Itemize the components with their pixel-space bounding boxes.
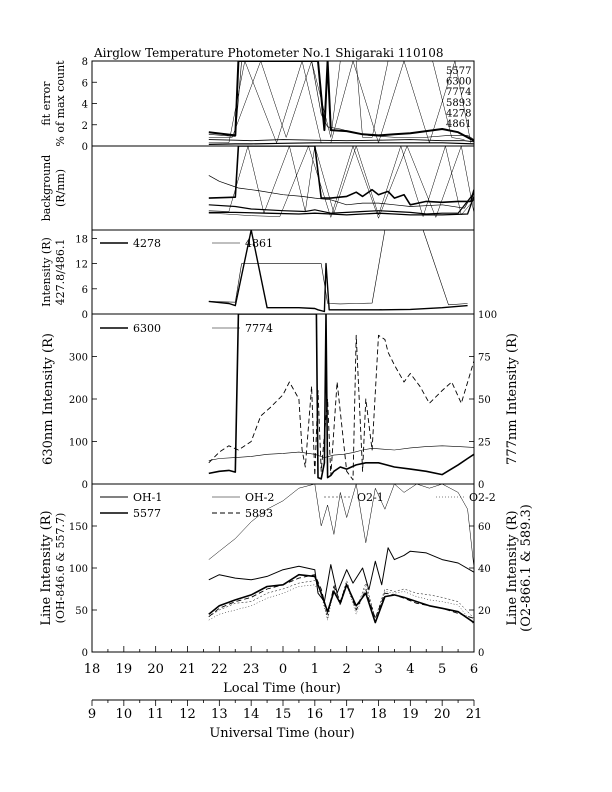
y-tick-label: 8 xyxy=(81,57,88,68)
chart-title: Airglow Temperature Photometer No.1 Shigaraki 110108 xyxy=(94,46,444,60)
y-tick-label: 12 xyxy=(75,259,88,271)
y-axis-label: (OH-846.6 & 557.7) xyxy=(54,512,67,624)
universal-time-tick-label: 14 xyxy=(242,707,260,722)
legend-label: 6300 xyxy=(133,322,161,335)
local-time-tick-label: 5 xyxy=(438,662,447,677)
series-line-bg-5893 xyxy=(209,146,474,217)
series-line-OH-1 xyxy=(209,548,474,602)
series-line-bg-6300 xyxy=(209,175,474,208)
series-line-6300 xyxy=(209,140,474,142)
local-time-tick-label: 21 xyxy=(179,662,196,677)
series-line-bg-5577 xyxy=(209,146,474,205)
legend-label: 5893 xyxy=(446,97,472,109)
y-right-axis-label: 777nm Intensity (R) xyxy=(505,333,520,465)
legend-label: 5893 xyxy=(245,507,273,520)
y-tick-label: 6 xyxy=(81,284,88,296)
y-tick-label: 100 xyxy=(68,564,88,575)
series-line-O2-2 xyxy=(209,585,474,625)
local-time-tick-label: 18 xyxy=(83,662,101,677)
y-axis-label: Intensity (R) xyxy=(40,237,53,307)
y-tick-label: 200 xyxy=(68,395,88,406)
legend-label: 4278 xyxy=(446,108,472,120)
local-time-axis-label: Local Time (hour) xyxy=(223,681,341,696)
legend-label: 7774 xyxy=(446,87,472,99)
legend-label: O2-1 xyxy=(357,491,384,504)
panel-fit-error xyxy=(40,57,474,153)
local-time-tick-label: 3 xyxy=(374,662,383,677)
series-line-5893 xyxy=(209,61,465,140)
y-tick-label: 18 xyxy=(75,234,88,246)
universal-time-tick-label: 13 xyxy=(211,707,228,722)
y-tick-label: 0 xyxy=(81,310,88,321)
y-axis-label: (R/nm) xyxy=(54,168,67,208)
y-axis-label: Line Intensity (R) xyxy=(39,510,54,626)
legend-label: 5577 xyxy=(133,507,161,520)
local-time-tick-label: 4 xyxy=(406,662,415,677)
series-line-5577 xyxy=(209,61,474,141)
chart-panels xyxy=(39,57,534,659)
y-tick-label: 4 xyxy=(81,99,88,111)
panel-line-intensity xyxy=(39,484,534,659)
local-time-tick-label: 19 xyxy=(115,662,133,677)
y-right-tick-label: 100 xyxy=(478,310,498,321)
y-right-tick-label: 50 xyxy=(478,395,491,406)
y-right-tick-label: 0 xyxy=(478,648,485,659)
series-group xyxy=(209,61,474,144)
y-tick-label: 100 xyxy=(68,437,88,449)
legend-label: OH-1 xyxy=(133,491,163,504)
universal-time-tick-label: 19 xyxy=(402,707,419,722)
y-right-axis-label: Line Intensity (R) xyxy=(505,510,520,626)
legend-label: 4861 xyxy=(446,119,472,130)
y-tick-label: 50 xyxy=(75,606,88,617)
y-right-tick-label: 25 xyxy=(478,437,491,449)
series-line-5893 xyxy=(209,335,474,480)
y-axis-label: background xyxy=(40,154,53,222)
local-time-tick-label: 23 xyxy=(242,662,260,677)
y-tick-label: 150 xyxy=(68,522,88,533)
local-time-tick-label: 1 xyxy=(310,662,319,677)
legend-label: 5577 xyxy=(446,66,472,77)
y-right-axis-label: (O2-866.1 & 589.3) xyxy=(519,504,534,632)
series-group xyxy=(209,146,474,218)
local-time-tick-label: 0 xyxy=(278,662,288,677)
y-tick-label: 0 xyxy=(81,648,88,659)
y-axis-label: 427.8/486.1 xyxy=(54,238,67,306)
universal-time-tick-label: 16 xyxy=(306,707,324,722)
local-time-tick-label: 6 xyxy=(469,662,479,677)
series-line-7774 xyxy=(209,446,474,461)
universal-time-tick-label: 15 xyxy=(274,707,292,722)
legend-label: 6300 xyxy=(446,76,472,88)
universal-time-tick-label: 11 xyxy=(147,707,164,722)
universal-time-tick-label: 12 xyxy=(179,707,196,722)
y-tick-label: 0 xyxy=(81,480,88,491)
local-time-tick-label: 2 xyxy=(342,662,351,677)
universal-time-axis-label: Universal Time (hour) xyxy=(209,726,355,741)
legend-label: 4861 xyxy=(245,237,273,250)
panel-630-777 xyxy=(41,310,520,491)
y-right-tick-label: 75 xyxy=(478,352,491,364)
y-right-tick-label: 60 xyxy=(478,522,491,533)
y-tick-label: 0 xyxy=(81,142,88,153)
legend-label: 7774 xyxy=(245,322,273,335)
series-line-6300 xyxy=(209,314,474,479)
panel-frame xyxy=(92,314,474,484)
series-group xyxy=(209,484,474,625)
series-line-4861 xyxy=(209,143,474,145)
y-axis-label: 630nm Intensity (R) xyxy=(41,333,56,465)
y-right-tick-label: 0 xyxy=(478,480,485,491)
local-time-tick-label: 20 xyxy=(147,662,164,677)
y-tick-label: 6 xyxy=(81,78,88,90)
legend-label: 4278 xyxy=(133,237,161,250)
panel-intensity-4278-4861 xyxy=(40,230,474,321)
universal-time-tick-label: 21 xyxy=(465,707,483,722)
panel-background xyxy=(40,146,474,230)
panel-frame xyxy=(92,146,474,230)
y-axis-label: fit error xyxy=(40,81,53,126)
legend-label: O2-2 xyxy=(469,491,496,504)
universal-time-tick-label: 9 xyxy=(87,707,97,722)
universal-time-tick-label: 20 xyxy=(433,707,451,722)
legend-label: OH-2 xyxy=(245,491,275,504)
local-time-tick-label: 22 xyxy=(211,662,228,677)
y-tick-label: 300 xyxy=(68,352,88,364)
universal-time-tick-label: 18 xyxy=(370,707,387,722)
y-right-tick-label: 20 xyxy=(478,606,491,617)
universal-time-tick-label: 10 xyxy=(115,707,133,722)
y-axis-label: % of max count xyxy=(54,60,67,147)
y-tick-label: 2 xyxy=(81,120,88,132)
series-group xyxy=(209,314,474,480)
y-right-tick-label: 40 xyxy=(478,564,491,575)
universal-time-tick-label: 17 xyxy=(338,707,355,722)
